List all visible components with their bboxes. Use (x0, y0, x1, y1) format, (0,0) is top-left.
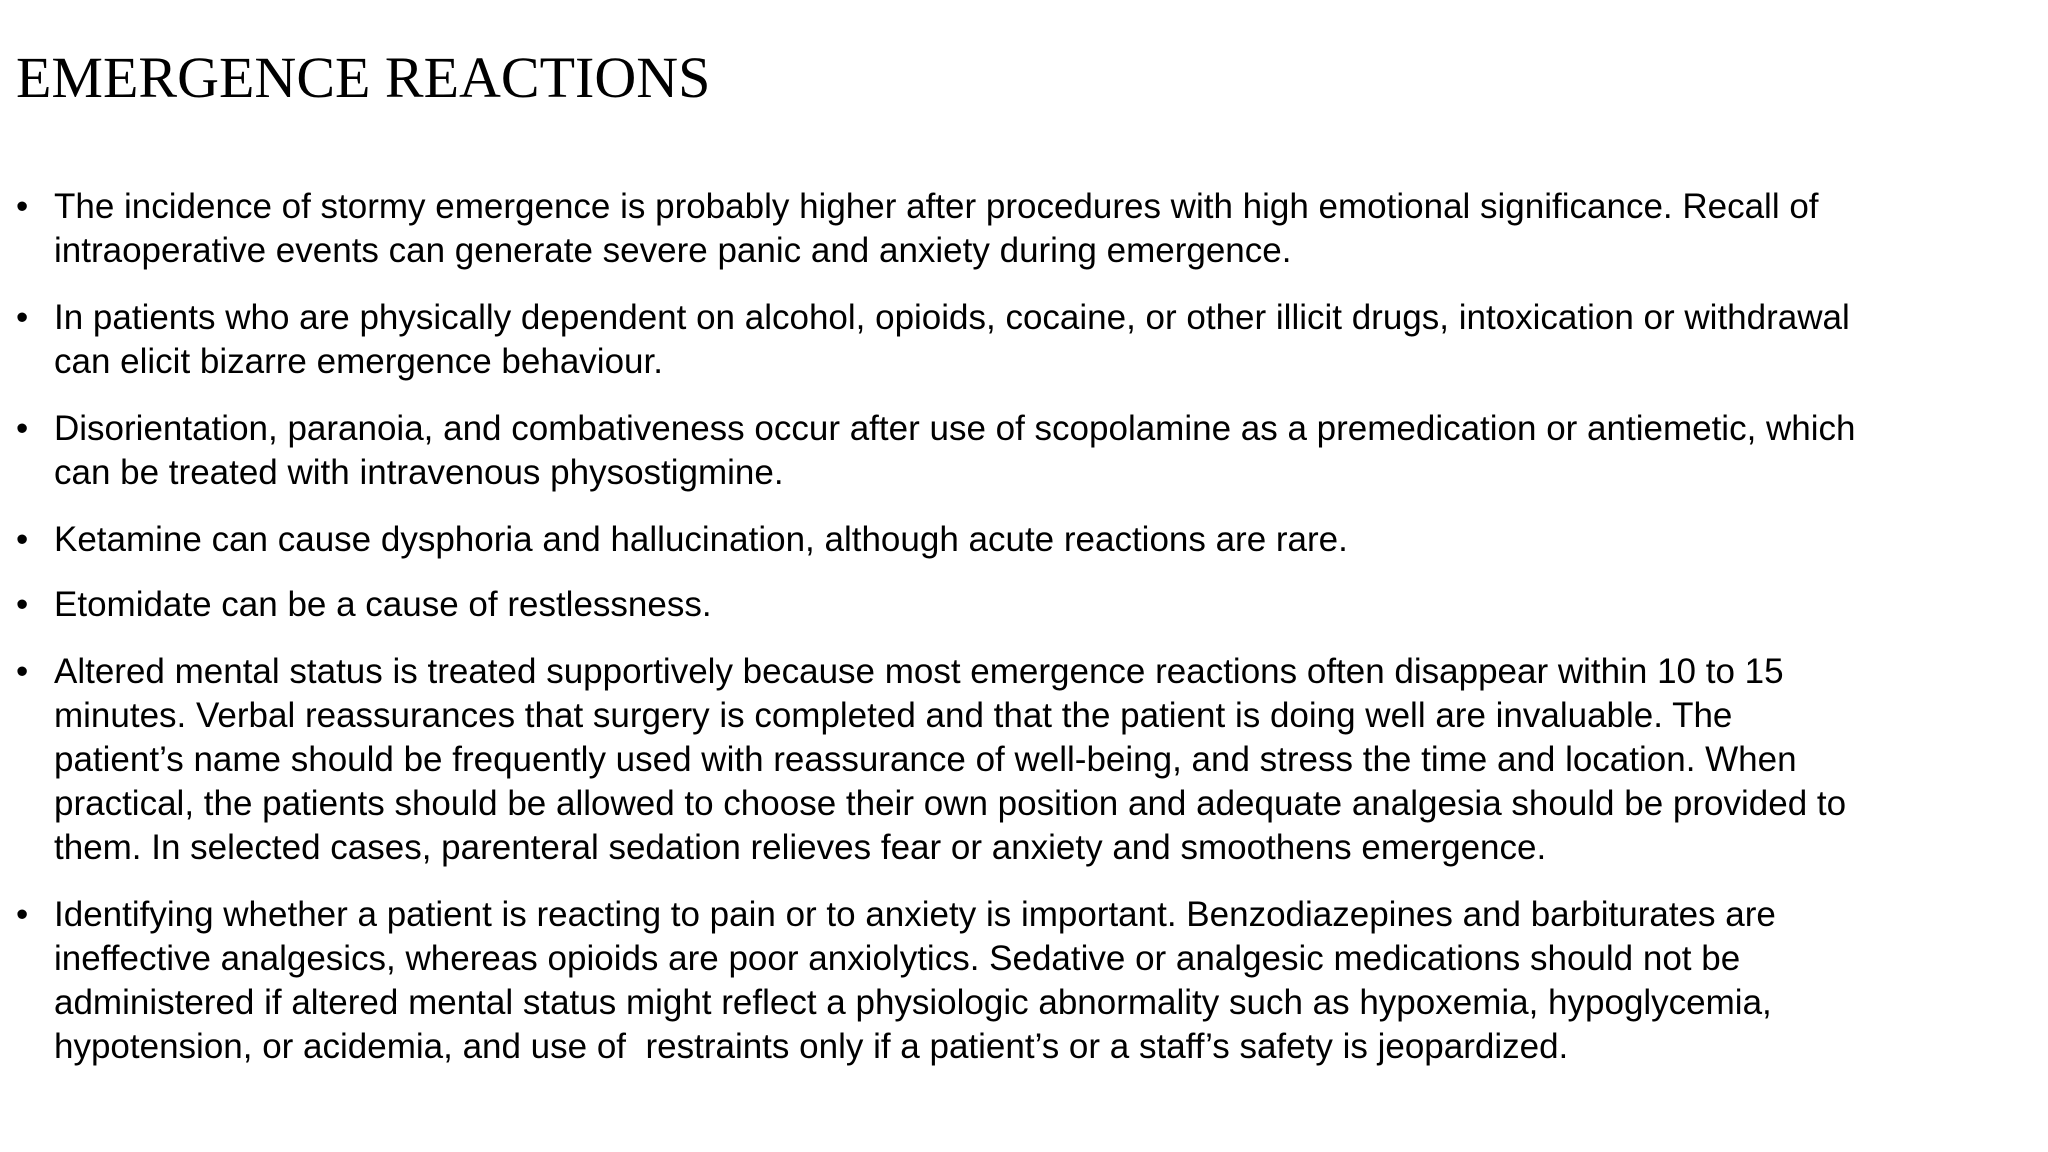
bullet-line: The incidence of stormy emergence is probably higher after procedures with high emotional significance. Recall of (54, 187, 1819, 226)
bullet-list (0, 185, 2048, 1092)
bullet-marker: • (16, 652, 29, 691)
bullet-line: can be treated with intravenous physostigmine. (54, 453, 784, 492)
bullet-item (0, 518, 2048, 562)
slide-title: EMERGENCE REACTIONS (16, 45, 711, 110)
bullet-item (0, 583, 2048, 627)
bullet-marker: • (16, 298, 29, 337)
bullet-line: patient’s name should be frequently used with reassurance of well-being, and stress the time and location. When (54, 740, 1797, 779)
bullet-line: Etomidate can be a cause of restlessness. (54, 585, 712, 624)
bullet-item (0, 185, 2048, 273)
bullet-item (0, 650, 2048, 870)
bullet-item (0, 407, 2048, 495)
bullet-marker: • (16, 187, 29, 226)
bullet-line: Disorientation, paranoia, and combativeness occur after use of scopolamine as a premedication or antiemetic, which (54, 409, 1856, 448)
bullet-line: hypotension, or acidemia, and use of restraints only if a patient’s or a staff’s safety is jeopardized. (54, 1027, 1569, 1066)
bullet-line: minutes. Verbal reassurances that surgery is completed and that the patient is doing well are invaluable. The (54, 696, 1733, 735)
bullet-item (0, 893, 2048, 1069)
bullet-marker: • (16, 520, 29, 559)
bullet-item (0, 296, 2048, 384)
bullet-marker: • (16, 409, 29, 448)
bullet-line: intraoperative events can generate severe panic and anxiety during emergence. (54, 231, 1292, 270)
bullet-line: practical, the patients should be allowed to choose their own position and adequate analgesia should be provided to (54, 784, 1847, 823)
bullet-line: Altered mental status is treated supportively because most emergence reactions often disappear within 10 to 15 (54, 652, 1784, 691)
bullet-marker: • (16, 895, 29, 934)
bullet-line: Ketamine can cause dysphoria and hallucination, although acute reactions are rare. (54, 520, 1348, 559)
bullet-line: can elicit bizarre emergence behaviour. (54, 342, 663, 381)
bullet-line: ineffective analgesics, whereas opioids are poor anxiolytics. Sedative or analgesic medications should not be (54, 939, 1741, 978)
bullet-line: them. In selected cases, parenteral sedation relieves fear or anxiety and smoothens emergence. (54, 828, 1547, 867)
bullet-marker: • (16, 585, 29, 624)
bullet-line: In patients who are physically dependent on alcohol, opioids, cocaine, or other illicit drugs, intoxication or withdrawal (54, 298, 1850, 337)
bullet-line: administered if altered mental status might reflect a physiologic abnormality such as hypoxemia, hypoglycemia, (54, 983, 1772, 1022)
bullet-line: Identifying whether a patient is reacting to pain or to anxiety is important. Benzodiazepines and barbiturates are (54, 895, 1776, 934)
